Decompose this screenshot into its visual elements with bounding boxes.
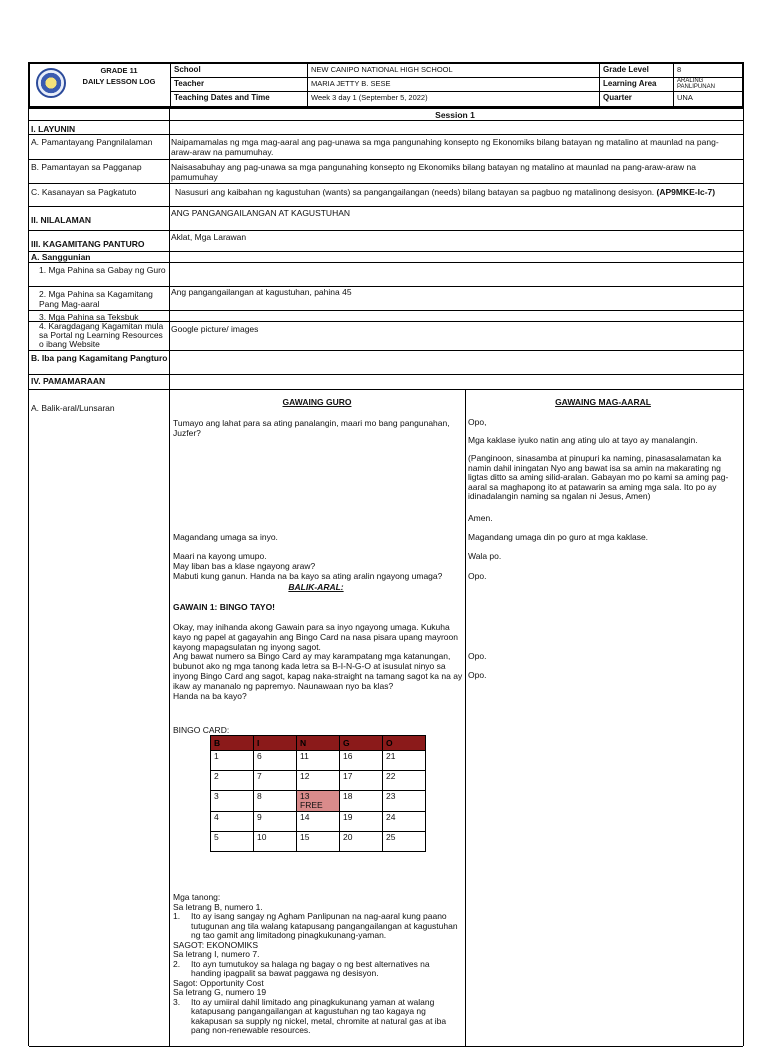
school-value: NEW CANIPO NATIONAL HIGH SCHOOL [308, 64, 599, 78]
question-number: 1. [173, 911, 181, 921]
question-number: 2. [173, 958, 181, 969]
grade-level-label: Grade Level [600, 64, 673, 78]
bingo-header: O [383, 736, 426, 751]
teksbuk-label: 3. Mga Pahina sa Teksbuk [39, 312, 139, 322]
question-answer: SAGOT: EKONOMIKS [173, 939, 259, 950]
header-logo-cell [30, 64, 171, 106]
question-text: Ito ay isang sangay ng Agham Panlipunan na nag-aaral kung paano tutugunan ang tila walang katapusang pangangailangan at kagustuhan ng tao gamit ang limitadong pinagkukunang-yaman. [191, 911, 458, 940]
kagamitan-label: III. KAGAMITANG PANTURO [31, 239, 145, 249]
iba-label: B. Iba pang Kagamitang Pangturo [31, 353, 168, 363]
guro-line: Handa na ba kayo? [173, 691, 247, 701]
header-table [28, 62, 744, 108]
nilalaman-text: ANG PANGANGAILANGAN AT KAGUSTUHAN [171, 208, 351, 218]
kasanayan-label: C. Kasanayan sa Pagkatuto [31, 187, 137, 197]
bingo-header: B [211, 736, 254, 751]
kagamitan-text: Aklat, Mga Larawan [171, 232, 247, 242]
bingo-cell: 9 [254, 812, 297, 832]
guro-line: May liban bas a klase ngayong araw? [173, 561, 316, 571]
question-heading: Sa letrang B, numero 1. [173, 901, 263, 912]
dates-label: Teaching Dates and Time [174, 93, 270, 102]
bingo-cell: 19 [340, 812, 383, 832]
bingo-cell: 24 [383, 812, 426, 832]
bingo-cell: 8 [254, 791, 297, 812]
bingo-header: G [340, 736, 383, 751]
guro-line: Mabuti kung ganun. Handa na ba kayo sa ating aralin ngayong umaga? [173, 571, 443, 581]
gabay-label: 1. Mga Pahina sa Gabay ng Guro [39, 265, 166, 275]
pangnilalaman-label: A. Pamantayang Pangnilalaman [31, 137, 153, 147]
area-value: ARALING PANLIPUNAN [674, 78, 742, 92]
bingo-cell: 12 [297, 771, 340, 791]
school-label: School [171, 64, 307, 78]
bingo-cell: 4 [211, 812, 254, 832]
bingo-free-label: FREE [300, 800, 323, 810]
student-line: Magandang umaga din po guro at mga kaklase. [468, 532, 649, 542]
bingo-cell: 1 [211, 751, 254, 771]
bingo-cell: 25 [383, 832, 426, 852]
session-title: Session 1 [435, 110, 475, 120]
lesson-log-page [28, 62, 742, 1046]
guro-line: Maari na kayong umupo. [173, 551, 267, 561]
bingo-cell: 3 [211, 791, 254, 812]
karagdagan-text: Google picture/ images [171, 324, 259, 334]
bingo-cell: 14 [297, 812, 340, 832]
dates-value: Week 3 day 1 (September 5, 2022) [311, 93, 428, 102]
gawain-title: GAWAIN 1: BINGO TAYO! [173, 602, 276, 612]
student-line: Opo. [468, 571, 487, 581]
guro-line: Ang bawat numero sa Bingo Card ay may karampatang mga katanungan, bubunot ako ng mga tanong kada letra sa B-I-N-G-O at isusulat ninyo sa inyong Bingo Card ang sagot, kapag naka-straight na tamang sagot ka na ay ikaw ay mananalo ng papremyo. Naunawaan nyo ba klas? [173, 651, 463, 691]
student-line: Wala po. [468, 551, 502, 561]
sanggunian-label: A. Sanggunian [31, 252, 91, 262]
bingo-cell: 23 [383, 791, 426, 812]
teacher-value: MARIA JETTY B. SESE [308, 78, 599, 92]
teacher-label: Teacher [171, 78, 307, 92]
bingo-cell-number: 13 [300, 791, 310, 801]
bingo-cell: 11 [297, 751, 340, 771]
student-line: Amen. [468, 513, 493, 523]
bingo-cell: 15 [297, 832, 340, 852]
karagdagan-label: 4. Karagdagang Kagamitan mula sa Portal ng Learning Resources o ibang Website [39, 321, 164, 349]
question-text: Ito ay umiiral dahil limitado ang pinagkukunang yaman at walang katapusang pangangailangan at kagustuhan ng tao kagaya ng kakapusan sa supply ng nickel, metal, chromite at natural gas at iba pang non-renewable resources. [191, 996, 447, 1035]
pagganap-label: B. Pamantayan sa Pagganap [31, 162, 142, 172]
pagganap-text: Naisasabuhay ang pag-unawa sa mga pangunahing konsepto ng Ekonomiks bilang batayan ng matalino at maunlad na pang-araw-araw na pamumuhay [171, 162, 696, 182]
kagamitan-magaaral-label: 2. Mga Pahina sa Kagamitang Pang Mag-aaral [39, 289, 153, 309]
bingo-free-cell [297, 791, 340, 812]
bingo-cell: 18 [340, 791, 383, 812]
bingo-cell: 21 [383, 751, 426, 771]
pangnilalaman-text: Naipamamalas ng mga mag-aaral ang pag-unawa sa mga pangunahing konsepto ng Ekonomiks bilang batayan ng matalino at maunlad na pang-araw-araw na pamumuhay. [171, 137, 719, 157]
bingo-cell: 20 [340, 832, 383, 852]
pamamaraan-label: IV. PAMAMARAAN [31, 376, 106, 386]
quarter-value: UNA [677, 93, 693, 102]
kagamitan-magaaral-text: Ang pangangailangan at kagustuhan, pahina 45 [171, 287, 352, 297]
nilalaman-label: II. NILALAMAN [31, 215, 91, 225]
quarter-label: Quarter [603, 93, 632, 102]
area-label: Learning Area [600, 78, 673, 92]
deped-seal-icon [36, 68, 66, 98]
bingo-cell: 7 [254, 771, 297, 791]
lesson-grid [28, 108, 744, 1046]
question-heading: Sa letrang G, numero 19 [173, 987, 267, 997]
grade-label: GRADE 11 [100, 66, 138, 75]
bingo-cell: 6 [254, 751, 297, 771]
kasanayan-text: Nasusuri ang kaibahan ng kagustuhan (wants) sa pangangailangan (needs) bilang batayan sa pagbuo ng matalinong desisyon. [175, 187, 655, 197]
bingo-label: BINGO CARD: [173, 725, 230, 735]
student-line: (Panginoon, sinasamba at pinupuri ka naming, pinasasalamatan ka namin dahil iningatan Nyo ang bawat isa sa amin na makarating ng ligtas ditto sa aming silid-aralan. Gabayan mo po kami sa aming pag-aaral sa maghapong ito at patawarin sa aming mga sala. Ito po ay idinadalangin naming sa ngalan ni Jesus, Amen) [468, 453, 729, 501]
bingo-cell: 2 [211, 771, 254, 791]
mga-tanong-label: Mga tanong: [173, 892, 221, 902]
bingo-header: I [254, 736, 297, 751]
bingo-cell: 22 [383, 771, 426, 791]
student-line: Mga kaklase iyuko natin ang ating ulo at tayo ay manalangin. [468, 435, 698, 445]
bingo-cell: 5 [211, 832, 254, 852]
question-answer: Sagot: Opportunity Cost [173, 977, 264, 988]
balik-aral-title: BALIK-ARAL: [288, 582, 344, 592]
question-heading: Sa letrang I, numero 7. [173, 949, 260, 959]
guro-line: Tumayo ang lahat para sa ating panalangin, maari mo bang pangunahan, Juzfer? [173, 418, 450, 438]
balik-label: A. Balik-aral/Lunsaran [31, 403, 115, 413]
student-line: Opo. [468, 651, 487, 661]
bingo-header: N [297, 736, 340, 751]
question-text: Ito ayn tumutukoy sa halaga ng bagay o ng best alternatives na handing ipagpalit sa bawat paggawa ng desisyon. [191, 958, 430, 978]
magaaral-heading: GAWAING MAG-AARAL [555, 397, 651, 407]
question-number: 3. [173, 996, 181, 1007]
layunin-heading: I. LAYUNIN [31, 124, 76, 134]
log-title: DAILY LESSON LOG [82, 77, 156, 86]
guro-heading: GAWAING GURO [282, 397, 352, 407]
grade-level-value: 8 [674, 64, 742, 78]
bingo-cell: 17 [340, 771, 383, 791]
bingo-cell: 10 [254, 832, 297, 852]
guro-line: Magandang umaga sa inyo. [173, 532, 278, 542]
guro-line: Okay, may inihanda akong Gawain para sa inyo ngayong umaga. Kukuha kayo ng papel at gagayahin ang Bingo Card na nasa pisara upang mayroon kayong mapagsulatan ng inyong sagot. [173, 622, 458, 652]
kasanayan-code: (AP9MKE-Ic-7) [656, 187, 716, 197]
questions-block [173, 893, 463, 1036]
student-line: Opo, [468, 417, 487, 427]
student-line: Opo. [468, 670, 487, 680]
bingo-cell: 16 [340, 751, 383, 771]
bingo-card [210, 735, 426, 852]
